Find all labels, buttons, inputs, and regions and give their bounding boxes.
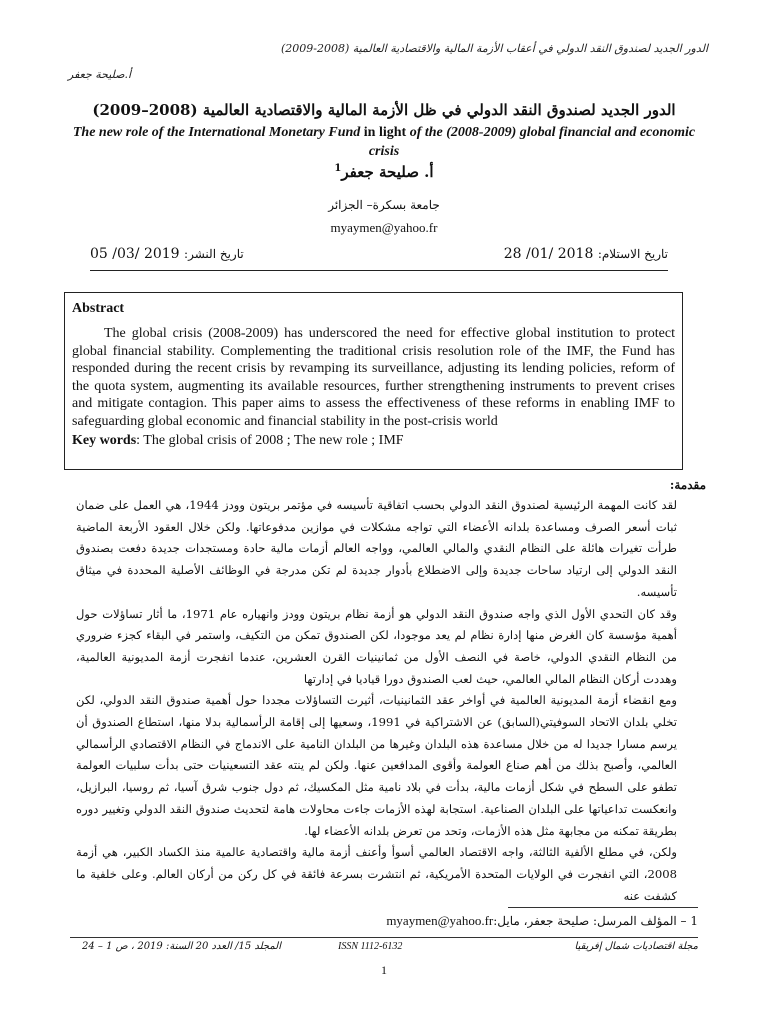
paper-title-arabic: الدور الجديد لصندوق النقد الدولي في ظل الأزمة المالية والاقتصادية العالمية (2008–2009) bbox=[92, 101, 676, 119]
author-email: myaymen@yahoo.fr bbox=[330, 220, 438, 235]
title-english-part3: of the (2008-2009) global financial and economic crisis bbox=[368, 125, 696, 159]
abstract-text: The global crisis (2008-2009) has underscored the need for effective global institution to protect global financial stability. Complementing the traditional crisis resolution role of the IMF, the Fund has responded during the recent crisis by revamping its surveillance, adjusting its lending policies, reform of the quota system, augmenting its available resources, further strengthening instruments to prevent crises and mitigate contagion. This paper aims to assess the effectiveness of these reforms in enabling IMF to safeguarding global economic and financial stability in the post-crisis world bbox=[72, 326, 675, 429]
footnote bbox=[386, 913, 698, 929]
footer-volume-info: المجلد 15/ العدد 20 السنة: 2019 ، ص 1 – 24 bbox=[82, 941, 281, 952]
keywords-value: : The global crisis of 2008 ; The new role ; IMF bbox=[136, 432, 404, 448]
body-text bbox=[76, 495, 677, 907]
abstract-heading: Abstract bbox=[72, 301, 125, 316]
footnote-rule bbox=[508, 907, 698, 908]
keywords bbox=[72, 433, 675, 449]
page-number: 1 bbox=[381, 963, 387, 977]
keywords-label: Key words bbox=[72, 432, 137, 448]
title-english-part1: The new role of the International Monetary Fund bbox=[72, 125, 361, 140]
footer-rule bbox=[70, 937, 698, 938]
title-english-part2: in light bbox=[360, 125, 410, 140]
date-received-label: تاريخ الاستلام: bbox=[597, 247, 668, 261]
date-received-value: 28 /01/ 2018 bbox=[503, 246, 594, 262]
date-published-value: 05 /03/ 2019 bbox=[90, 246, 180, 262]
body-paragraph: ولكن، في مطلع الألفية الثالثة، واجه الاقتصاد العالمي أسوأ وأعنف أزمة مالية واقتصادية عالمية منذ الكساد الكبير، هي أزمة 2008، التي انفجرت في الولايات المتحدة الأمريكية، ثم انتشرت بسرعة فائقة في كل ركن من أركان العالم. وعلى خلفية ما كشفت عنه bbox=[76, 845, 677, 903]
running-header-title: الدور الجديد لصندوق النقد الدولي في أعقاب الأزمة المالية والاقتصادية العالمية (2008-2009) bbox=[281, 42, 708, 55]
section-heading-introduction: مقدمة: bbox=[669, 478, 706, 492]
abstract-box bbox=[64, 292, 683, 470]
author-name bbox=[0, 163, 768, 181]
footer-issn: ISSN 1112-6132 bbox=[338, 941, 403, 952]
body-paragraph: ومع انقضاء أزمة المديونية العالمية في أواخر عقد الثمانينيات، أثيرت التساؤلات مجددا حول أهمية صندوق النقد الدولي، لكن تخلي بلدان الاتحاد السوفيتي(السابق) عن الاشتراكية في 1991، وسعيها إلى إقامة الرأسمالية بدلا منها، استطاع الصندوق أن يرسم مسارا جديدا له من خلال مساعدة هذه البلدان وغيرها من البلدان النامية على الاندماج في النظام الاقتصادي الرأسمالي العالمي، وأصبح بذلك من أهم صناع العولمة وأقوى المدافعين عنها. ولكن لم ينته عقد التسعينيات حتى بدأت سلبيات العولمة تطفو على السطح في شكل أزمات مالية، بدأت في بلاد نامية مثل المكسيك، ثم دول جنوب شرق آسيا، ثم روسيا، البرازيل، وانعكست تداعياتها على البلدان الصناعية. استجابة لهذه الأزمات جاءت محاولات هامة لتحديث صندوق النقد الدولي وتغيير دوره بطريقة تمكنه من مجابهة مثل هذه الأزمات، وتحد من تعرض بلدانه الأعضاء لها. bbox=[76, 693, 678, 838]
author-affiliation: جامعة بسكرة– الجزائر bbox=[328, 198, 440, 212]
dates-row bbox=[90, 246, 668, 271]
author-footnote-mark: 1 bbox=[334, 163, 342, 174]
date-received bbox=[504, 246, 668, 262]
footnote-text: 1 – المؤلف المرسل: صليحة جعفر، مايل: bbox=[493, 914, 698, 928]
paper-title-english bbox=[60, 123, 708, 161]
date-published bbox=[90, 246, 244, 262]
body-paragraph: لقد كانت المهمة الرئيسية لصندوق النقد الدولي بحسب اتفاقية تأسيسه في مؤتمر بريتون وودز 1944، هي العمل على ضمان ثبات أسعر الصرف ومساعدة بلدانه الأعضاء التي تواجه مشكلات في موازين مدفوعاتها. ولكن خلال العقود الأربعة الماضية طرأت تغيرات هائلة على النظام النقدي والمالي العالمي، وواجه العالم أزمات مالية حادة ومستجدات جديدة دفعت بصندوق النقد الدولي إلى ارتياد ساحات جديدة وإلى الاضطلاع بأدوار جديدة لم تكن مدرجة في الوظائف الأصلية المحددة في ميثاق تأسيسه. bbox=[76, 498, 677, 599]
footer-journal-name: مجلة اقتصاديات شمال إفريقيا bbox=[574, 941, 698, 952]
body-paragraph: وقد كان التحدي الأول الذي واجه صندوق النقد الدولي هو أزمة نظام بريتون وودز وانهياره عام 1971، ما أثار تساؤلات حول أهمية مؤسسة كان الغرض منها إدارة نظام لم يعد موجودا، لكن الصندوق تمكن من التكيف، واستمر في البقاء كجزء ضروري من النظام النقدي الدولي، خاصة في النصف الأول من ثمانينيات القرن العشرين، عندما انفجرت أزمة المديونية العالمية، وهددت أركان النظام المالي العالمي، حيث لعب الصندوق دورا قياديا في إدارتها bbox=[76, 606, 677, 686]
running-header-author: أ.صليحة جعفر bbox=[68, 68, 132, 81]
author-name-text: أ. صليحة جعفر bbox=[341, 163, 434, 181]
footnote-email: myaymen@yahoo.fr bbox=[386, 913, 494, 928]
date-published-label: تاريخ النشر: bbox=[184, 247, 244, 261]
